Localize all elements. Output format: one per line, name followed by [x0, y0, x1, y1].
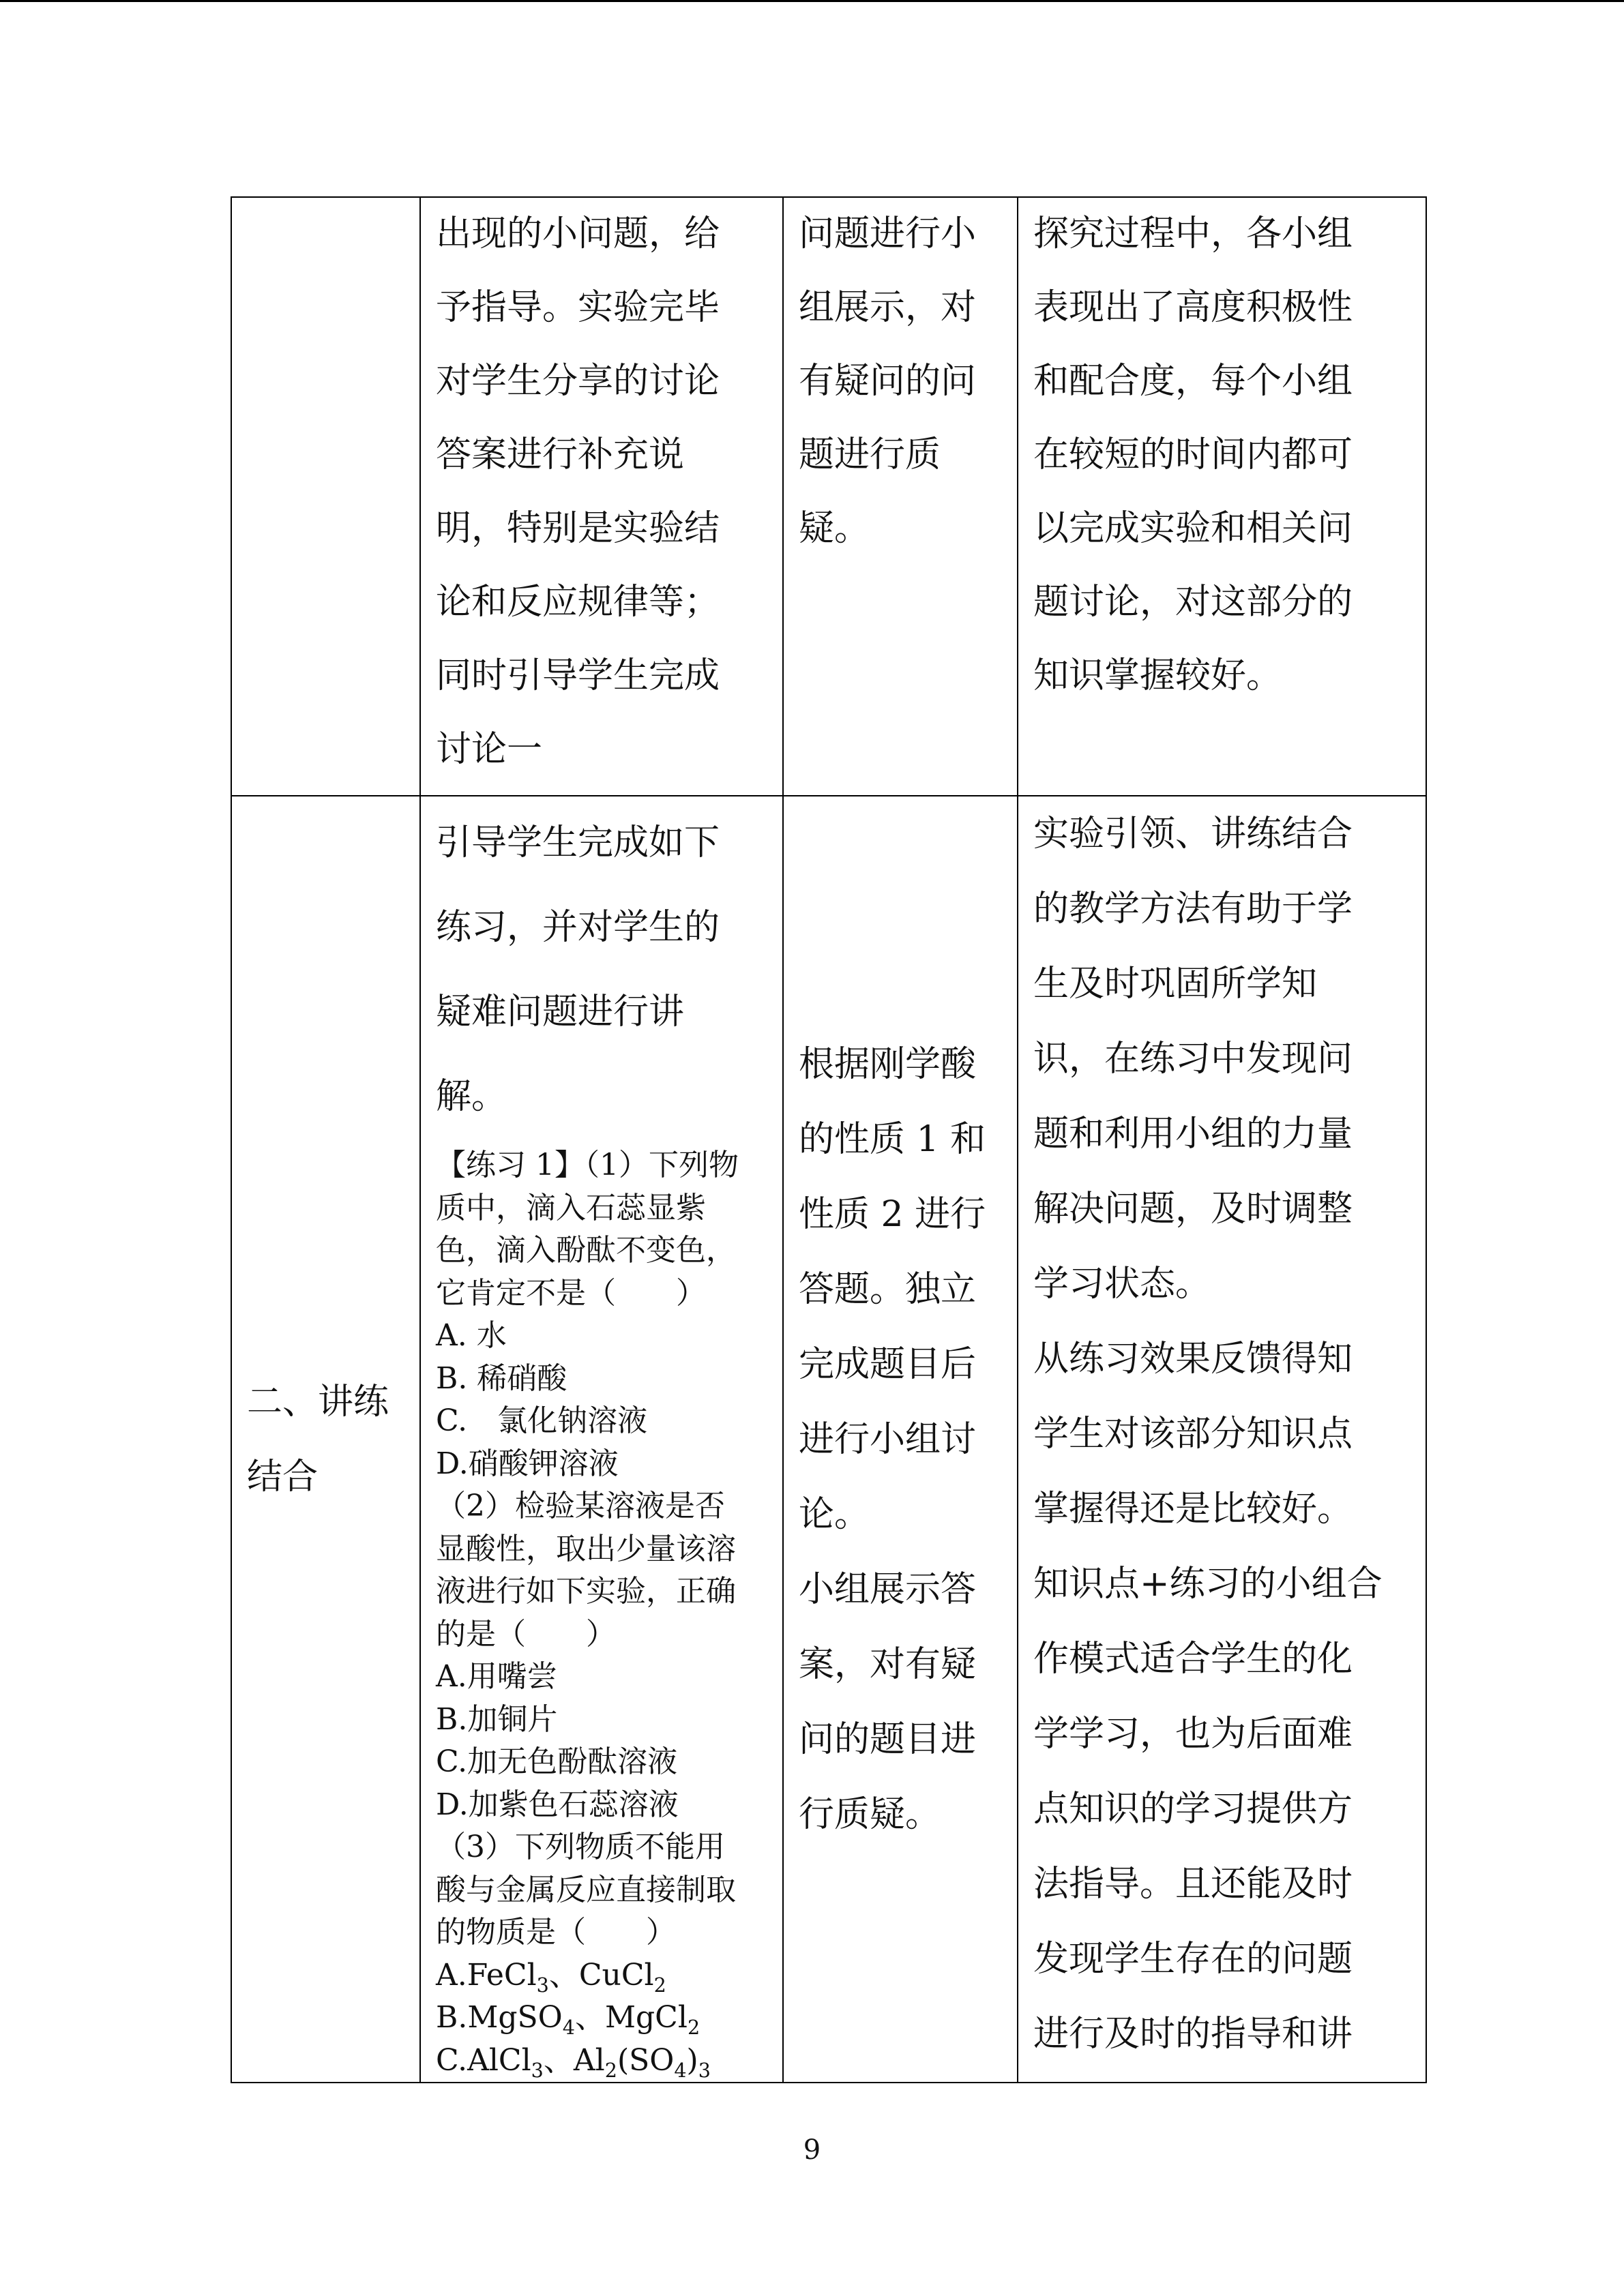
subscript: 4 — [562, 2016, 575, 2039]
exercise-line: D.加紫色石蕊溶液 — [436, 1787, 679, 1822]
subscript: 3 — [536, 1973, 549, 1997]
text-line: 疑难问题进行讲 — [436, 992, 685, 1032]
exercise-line: C. 氯化钠溶液 — [436, 1403, 648, 1438]
exercise-line: 液进行如下实验，正确 — [436, 1574, 736, 1609]
exercise-line: 显酸性，取出少量该溶 — [436, 1531, 736, 1566]
page-number: 9 — [803, 2134, 821, 2166]
formula-text: C.AlCl — [436, 2042, 531, 2078]
subscript: 3 — [531, 2058, 544, 2082]
table-row — [231, 796, 1426, 2083]
student-activity-cell — [783, 796, 1018, 2083]
text-line: 探究过程中，各小组 — [1033, 213, 1353, 254]
stage-title: 结合 — [247, 1456, 319, 1497]
text-line: 根据刚学酸 — [799, 1043, 977, 1085]
text-line: 题进行质 — [799, 434, 941, 475]
text-line: 予指导。实验完毕 — [436, 287, 720, 328]
text-line: 疑。 — [799, 508, 870, 549]
text-line: 问的题目进 — [799, 1718, 977, 1760]
exercise-line: 的物质是（ ） — [436, 1915, 676, 1950]
text-line: 组展示，对 — [799, 287, 977, 328]
stage-title: 二、讲练 — [247, 1381, 389, 1422]
formula-text: 、CuCl — [548, 1957, 654, 1993]
subscript: 2 — [604, 2058, 617, 2082]
text-line: 引导学生完成如下 — [436, 822, 720, 863]
text-line: 讨论一 — [436, 729, 543, 770]
text-line: 实验引领、讲练结合 — [1033, 814, 1353, 854]
text-line: 生及时巩固所学知 — [1033, 964, 1318, 1004]
text-line: 以完成实验和相关问 — [1033, 508, 1353, 549]
text-line: 进行小组讨 — [799, 1418, 977, 1460]
teacher-activity-cell — [420, 197, 783, 796]
text-line: 发现学生存在的问题 — [1033, 1939, 1353, 1980]
text-line: 解决问题，及时调整 — [1033, 1189, 1353, 1229]
text-line: 在较短的时间内都可 — [1033, 434, 1353, 475]
text-line: 识，在练习中发现问 — [1033, 1039, 1353, 1079]
formula-text: (SO — [617, 2042, 675, 2078]
stage-cell — [231, 197, 420, 796]
exercise-line: （3）下列物质不能用 — [436, 1830, 725, 1864]
table-row — [231, 197, 1426, 796]
text-line: 的教学方法有助于学 — [1033, 889, 1353, 929]
exercise-line: 它肯定不是（ ） — [436, 1275, 706, 1311]
text-line: 解。 — [436, 1076, 507, 1117]
text-line: 对学生分享的讨论 — [436, 361, 720, 402]
subscript: 2 — [687, 2016, 700, 2039]
formula-line-c — [436, 2040, 767, 2083]
exercise-block — [436, 1144, 767, 2082]
text-line: 知识掌握较好。 — [1033, 655, 1282, 696]
formula-line-a — [436, 1954, 767, 1997]
text-line: 作模式适合学生的化 — [1033, 1639, 1353, 1680]
text-line: 法指导。且还能及时 — [1033, 1864, 1353, 1905]
text-line: 论。 — [799, 1493, 870, 1535]
text-line: 练习，并对学生的 — [436, 907, 720, 948]
text-line: 学学习，也为后面难 — [1033, 1714, 1353, 1755]
formula-text: 、MgCl — [574, 2000, 688, 2035]
lesson-plan-table — [231, 196, 1427, 2083]
text-line: 小组展示答 — [799, 1568, 977, 1610]
text-line: 答题。独立 — [799, 1268, 977, 1310]
text-line: 题和利用小组的力量 — [1033, 1114, 1353, 1154]
text-line: 性质 2 进行 — [799, 1193, 986, 1235]
subscript: 2 — [653, 1973, 666, 1997]
subscript: 4 — [674, 2058, 687, 2082]
text-line: 同时引导学生完成 — [436, 655, 720, 696]
text-line: 知识点+练习的小组合 — [1033, 1564, 1383, 1605]
formula-text: A.FeCl — [436, 1957, 537, 1993]
exercise-line: （2）检验某溶液是否 — [436, 1489, 725, 1523]
text-line: 出现的小问题，给 — [436, 213, 720, 254]
text-line: 的性质 1 和 — [799, 1118, 986, 1160]
text-line: 和配合度，每个小组 — [1033, 361, 1353, 402]
text-line: 明，特别是实验结 — [436, 508, 720, 549]
exercise-line: B. 稀硝酸 — [436, 1360, 567, 1396]
exercise-line: A. 水 — [436, 1318, 507, 1353]
text-line: 掌握得还是比较好。 — [1033, 1489, 1353, 1530]
formula-text: ) — [686, 2042, 698, 2078]
text-line: 从练习效果反馈得知 — [1033, 1339, 1353, 1380]
exercise-line: A.用嘴尝 — [436, 1659, 557, 1694]
exercise-line: D.硝酸钾溶液 — [436, 1446, 619, 1481]
exercise-line: 【练习 1】（1）下列物 — [436, 1148, 739, 1182]
exercise-line: 质中，滴入石蕊显紫 — [436, 1190, 706, 1225]
teacher-activity-cell — [420, 796, 783, 2083]
text-line: 答案进行补充说 — [436, 434, 685, 475]
reflection-cell — [1018, 197, 1426, 796]
reflection-cell — [1018, 796, 1426, 2083]
text-line: 点知识的学习提供方 — [1033, 1789, 1353, 1830]
text-line: 行质疑。 — [799, 1793, 941, 1835]
text-line: 题讨论，对这部分的 — [1033, 582, 1353, 623]
formula-line-b — [436, 1997, 767, 2040]
text-line: 问题进行小 — [799, 213, 977, 254]
text-line: 进行及时的指导和讲 — [1033, 2014, 1353, 2055]
exercise-line: 酸与金属反应直接制取 — [436, 1872, 736, 1907]
text-line: 完成题目后 — [799, 1343, 977, 1385]
formula-text: 、Al — [543, 2042, 605, 2078]
exercise-line: 色，滴入酚酞不变色， — [436, 1233, 736, 1268]
text-line: 表现出了高度积极性 — [1033, 287, 1353, 328]
text-line: 论和反应规律等； — [436, 582, 720, 623]
exercise-line: B.加铜片 — [436, 1701, 558, 1737]
stage-cell — [231, 796, 420, 2083]
text-line: 学习状态。 — [1033, 1264, 1211, 1304]
exercise-line: 的是（ ） — [436, 1616, 616, 1652]
exercise-line: C.加无色酚酞溶液 — [436, 1744, 678, 1779]
subscript: 3 — [698, 2058, 711, 2082]
student-activity-cell — [783, 197, 1018, 796]
formula-text: B.MgSO — [436, 2000, 563, 2035]
text-line: 有疑问的问 — [799, 361, 977, 402]
top-rule — [0, 0, 1624, 2]
text-line: 学生对该部分知识点 — [1033, 1414, 1353, 1455]
text-line: 案，对有疑 — [799, 1643, 977, 1685]
